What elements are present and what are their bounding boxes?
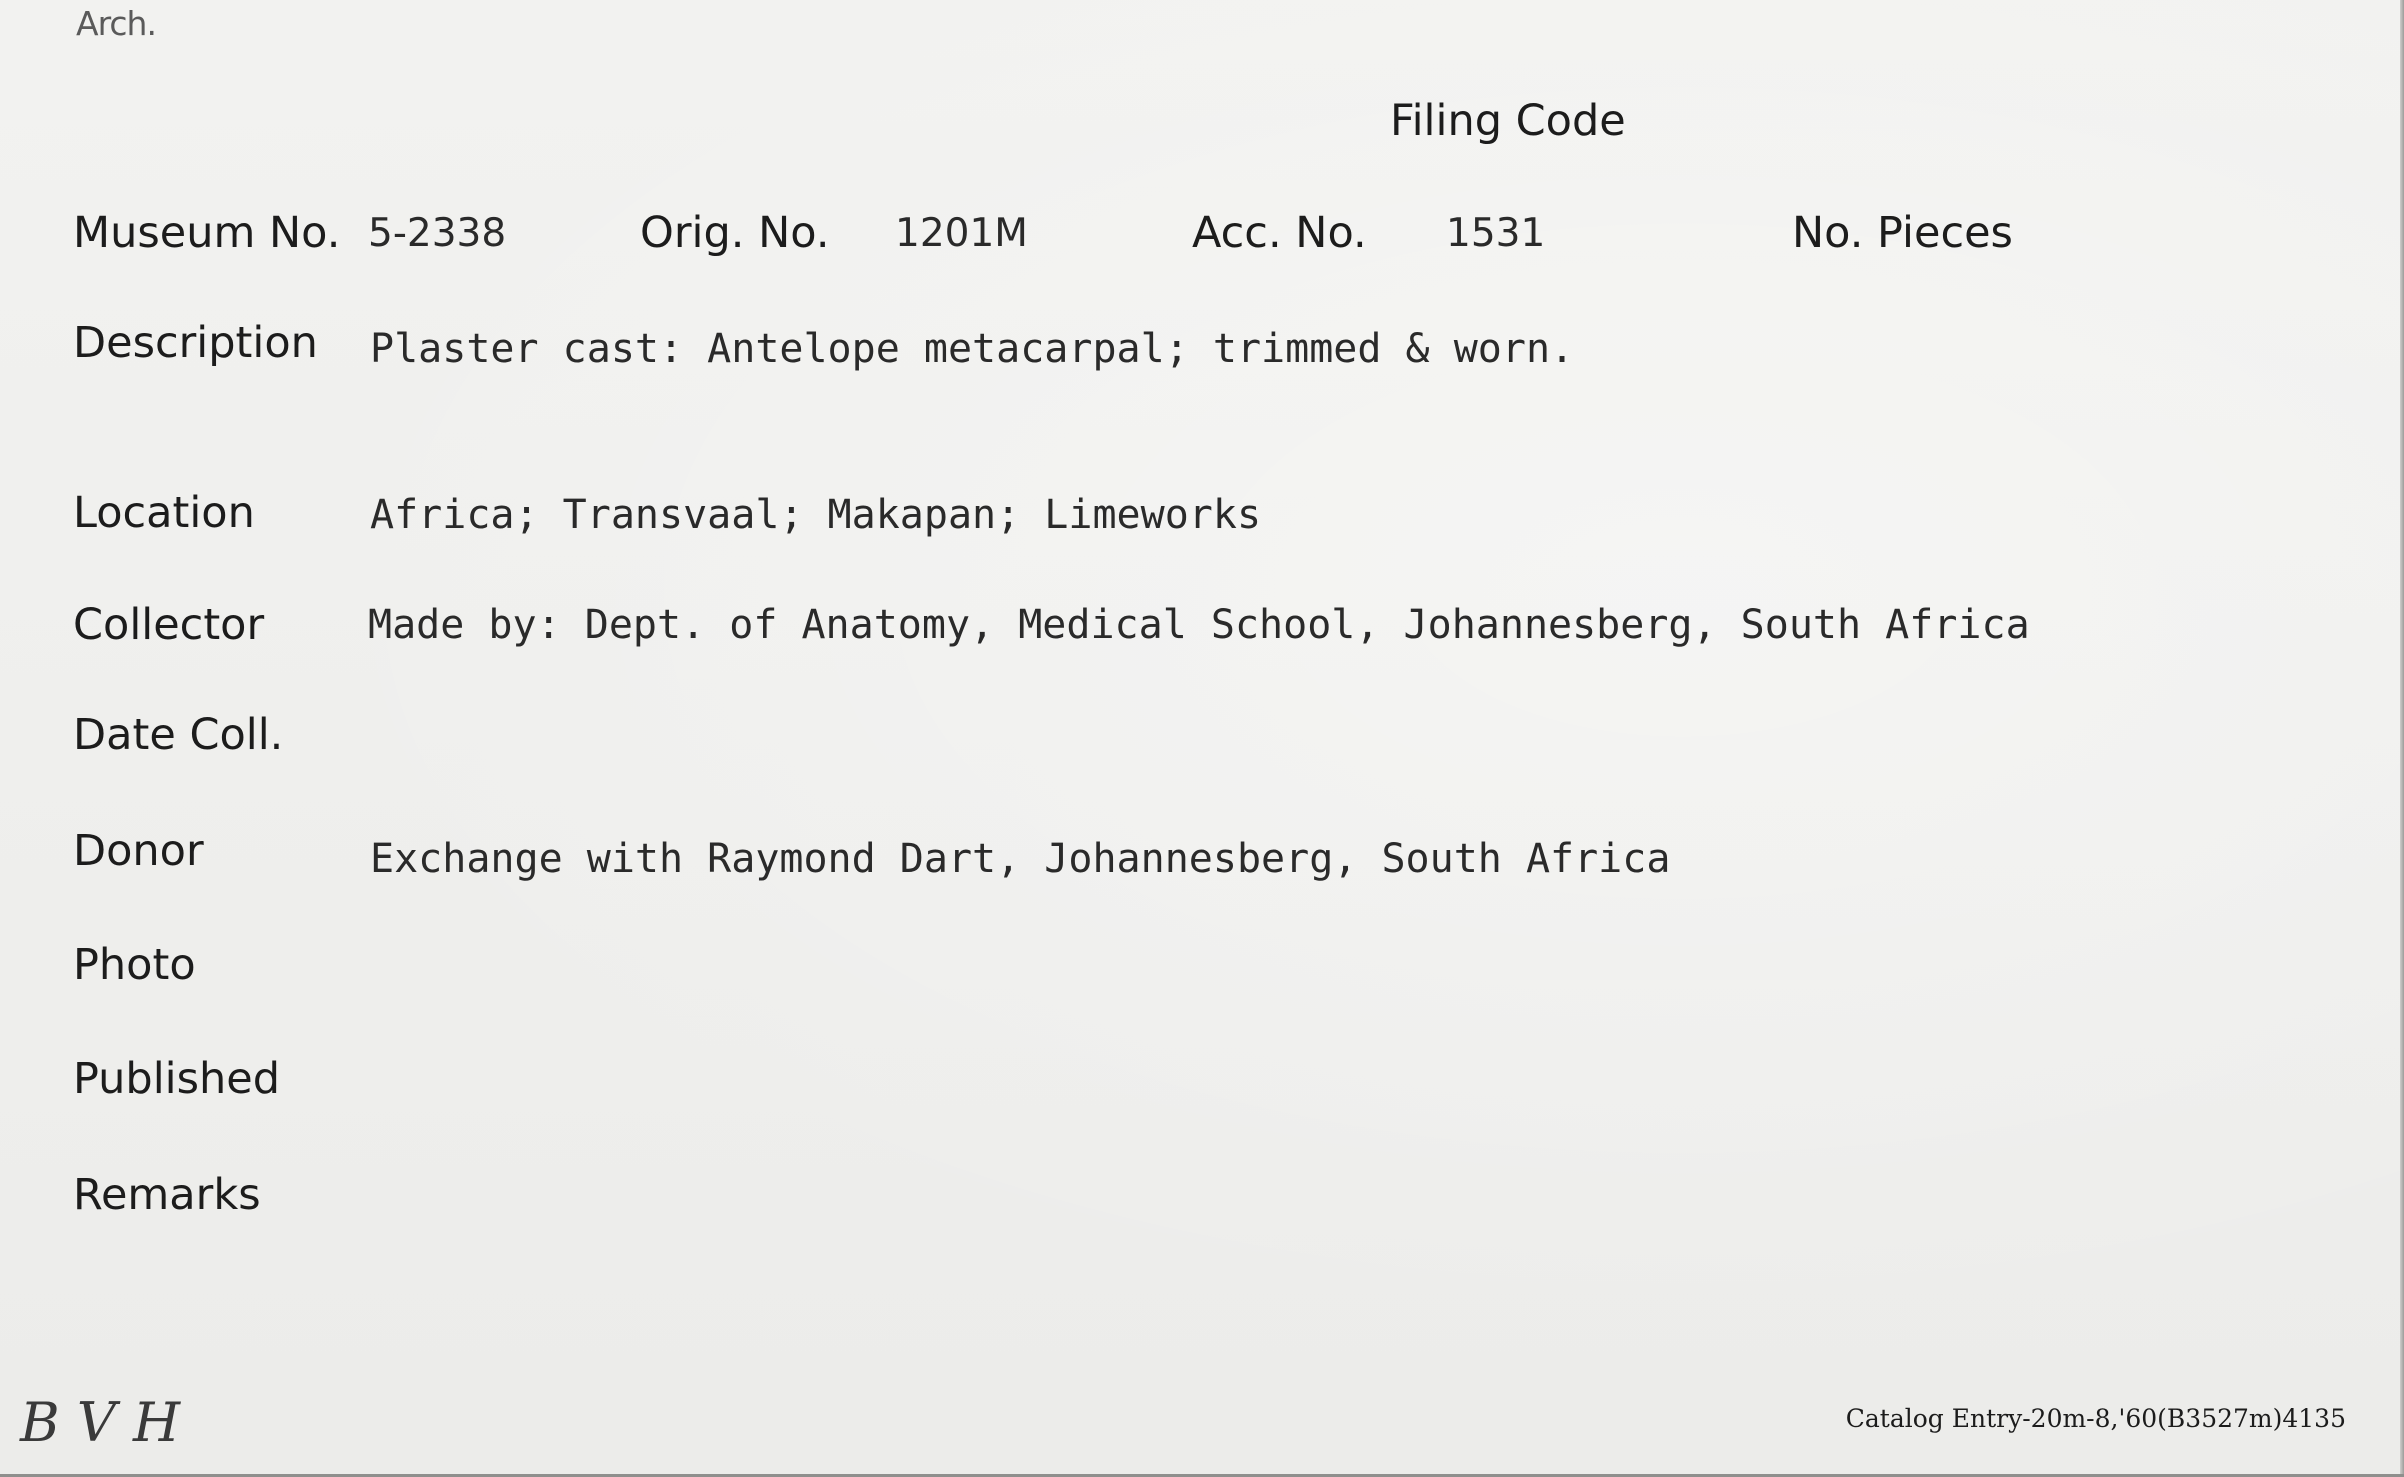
donor-value: Exchange with Raymond Dart, Johannesberg, South Africa [370,836,1671,882]
remarks-label: Remarks [73,1170,261,1220]
museum-no-label: Museum No. [73,208,341,258]
date-coll-label: Date Coll. [73,710,284,760]
collector-label: Collector [73,600,265,650]
acc-no-value: 1531 [1446,211,1546,256]
handwritten-initials [18,1387,218,1457]
published-label: Published [73,1054,281,1104]
corner-mark: Arch. [76,4,156,43]
description-value: Plaster cast: Antelope metacarpal; trimmed & worn. [370,326,1575,372]
orig-no-value: 1201M [895,211,1028,256]
museum-no-value: 5-2338 [368,211,507,256]
catalog-footer: Catalog Entry-20m-8,'60(B3527m)4135 [1845,1404,2346,1433]
donor-label: Donor [73,826,204,876]
collector-value: Made by: Dept. of Anatomy, Medical School, Johannesberg, South Africa [368,602,2030,648]
initials-text: B V H [20,1391,181,1454]
location-label: Location [73,488,255,538]
card-right-edge [2400,0,2404,1477]
acc-no-label: Acc. No. [1192,208,1367,258]
description-label: Description [73,318,318,368]
filing-code-label: Filing Code [1390,96,1626,146]
no-pieces-label: No. Pieces [1792,208,2013,258]
orig-no-label: Orig. No. [640,208,830,258]
photo-label: Photo [73,940,196,990]
location-value: Africa; Transvaal; Makapan; Limeworks [370,492,1262,538]
